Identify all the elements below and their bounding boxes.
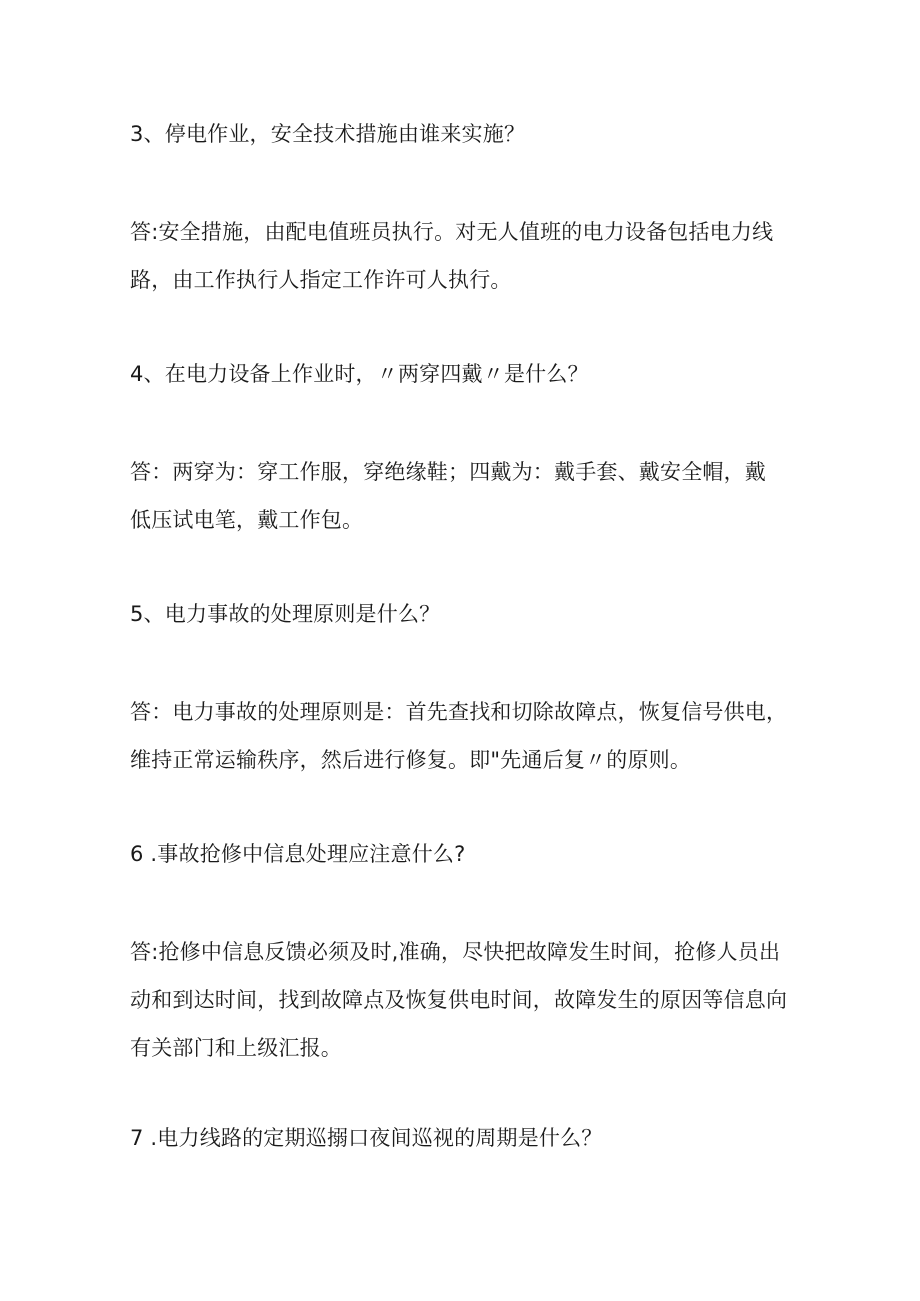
question-4: 4、在电力设备上作业时，〃两穿四戴〃是什么？ xyxy=(130,362,589,386)
answer-5-line-1: 答：电力事故的处理原则是：首先查找和切除故障点，恢复信号供电， xyxy=(130,700,788,724)
answer-5-line-2: 维持正常运输秩序，然后进行修复。即"先通后复〃的原则。 xyxy=(130,748,692,772)
answer-4-line-1: 答：两穿为：穿工作服，穿绝缘鞋；四戴为：戴手套、戴安全帽，戴 xyxy=(130,460,766,484)
answer-6-line-3: 有关部门和上级汇报。 xyxy=(130,1036,342,1060)
answer-3-line-2: 路，由工作执行人指定工作许可人执行。 xyxy=(130,268,512,292)
answer-3-line-1: 答:安全措施，由配电值班员执行。对无人值班的电力设备包括电力线 xyxy=(130,220,774,244)
answer-6-line-2: 动和到达时间，找到故障点及恢复供电时间，故障发生的原因等信息向 xyxy=(130,988,788,1012)
answer-6-line-1: 答:抢修中信息反馈必须及时,准确，尽快把故障发生时间，抢修人员出 xyxy=(130,940,781,964)
answer-4-line-2: 低压试电笔，戴工作包。 xyxy=(130,508,364,532)
question-7: 7 .电力线路的定期巡搦口夜间巡视的周期是什么？ xyxy=(130,1126,603,1150)
question-5: 5、电力事故的处理原则是什么？ xyxy=(130,602,441,626)
question-6: 6 .事故抢修中信息处理应注意什么? xyxy=(130,842,466,866)
question-3: 3、停电作业，安全技术措施由谁来实施？ xyxy=(130,122,526,146)
